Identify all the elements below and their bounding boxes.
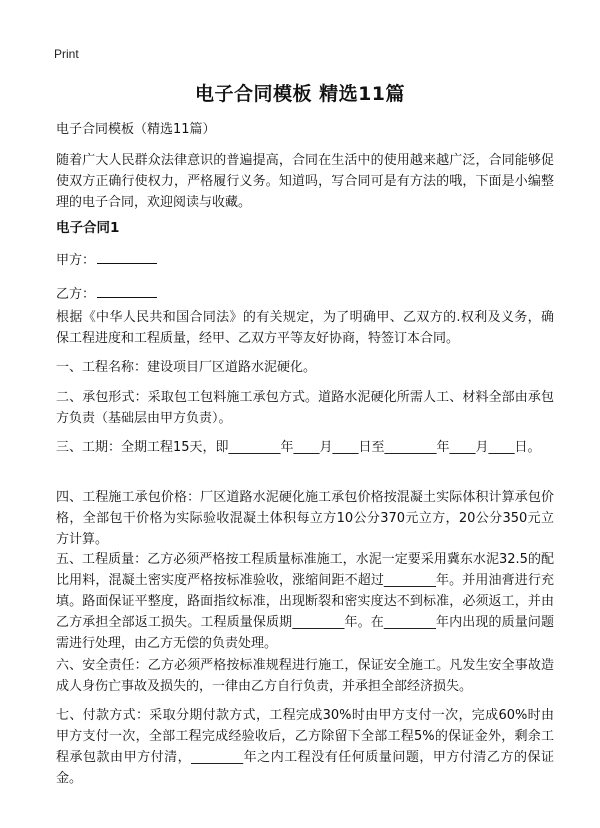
contract-clause-price: 四、工程施工承包价格：厂区道路水泥硬化施工承包价格按混凝土实际体积计算承包价格，全部包干价格为实际验收混凝土体积每立方10公分370元立方，20公分350元立方计算。 xyxy=(56,490,554,547)
contract-clause-contract-form: 二、承包形式：采取包工包料施工承包方式。道路水泥硬化所需人工、材料全部由承包方负责（基础层由甲方负责）。 xyxy=(56,390,554,426)
party-a-label: 甲方： xyxy=(56,253,96,268)
contract-paragraph: 根据《中华人民共和国合同法》的有关规定，为了明确甲、乙双方的.权利及义务，确保工程进度和工程质量，经甲、乙双方平等友好协商，特签订本合同。 xyxy=(56,310,554,346)
contract-clause-payment: 七、付款方式：采取分期付款方式，工程完成30%时由甲方支付一次，完成60%时由甲方支付一次，全部工程完成经验收后，乙方除留下全部工程5%的保证金外，剩余工程承包款由甲方付清，________年之内工程没有任何质量问题，甲方付清乙方的保证金。 xyxy=(56,708,554,786)
party-b-field xyxy=(56,282,157,305)
party-a-blank xyxy=(97,248,157,264)
contract-clause-quality: 五、工程质量：乙方必须严格按工程质量标准施工，水泥一定要采用冀东水泥32.5的配比用料，混凝土密实度严格按标准验收，涨缩间距不超过________年。并用油膏进行充填。路面保证平整度，路面指纹标准，出现断裂和密实度达不到标准，必须返工，并由乙方承担全部返工损失。工程质量保质期________年。在________年内出现的质量问题需进行处理，由乙方无偿的负责处理。 xyxy=(56,552,554,651)
document-subtitle: 电子合同模板（精选11篇） xyxy=(56,122,216,137)
party-a-field xyxy=(56,248,157,271)
document-title: 电子合同模板 精选11篇 xyxy=(194,83,406,105)
intro-paragraph: 随着广大人民群众法律意识的普遍提高，合同在生活中的使用越来越广泛，合同能够促使双方正确行使权力，严格履行义务。知道吗，写合同可是有方法的哦，下面是小编整理的电子合同，欢迎阅读与收藏。 xyxy=(56,153,554,210)
contract-clause-project-name: 一、工程名称：建设项目厂区道路水泥硬化。 xyxy=(56,360,317,375)
contract-clause-duration: 三、工期：全期工程15天，即________年____月____日至________年____月____日。 xyxy=(56,440,541,455)
section-heading: 电子合同1 xyxy=(56,220,120,236)
party-b-blank xyxy=(97,282,157,298)
party-b-label: 乙方： xyxy=(56,287,96,302)
print-link[interactable]: Print xyxy=(54,47,79,61)
contract-clause-safety: 六、安全责任：乙方必须严格按标准规程进行施工，保证安全施工。凡发生安全事故造成人身伤亡事故及损失的，一律由乙方自行负责，并承担全部经济损失。 xyxy=(56,658,554,694)
